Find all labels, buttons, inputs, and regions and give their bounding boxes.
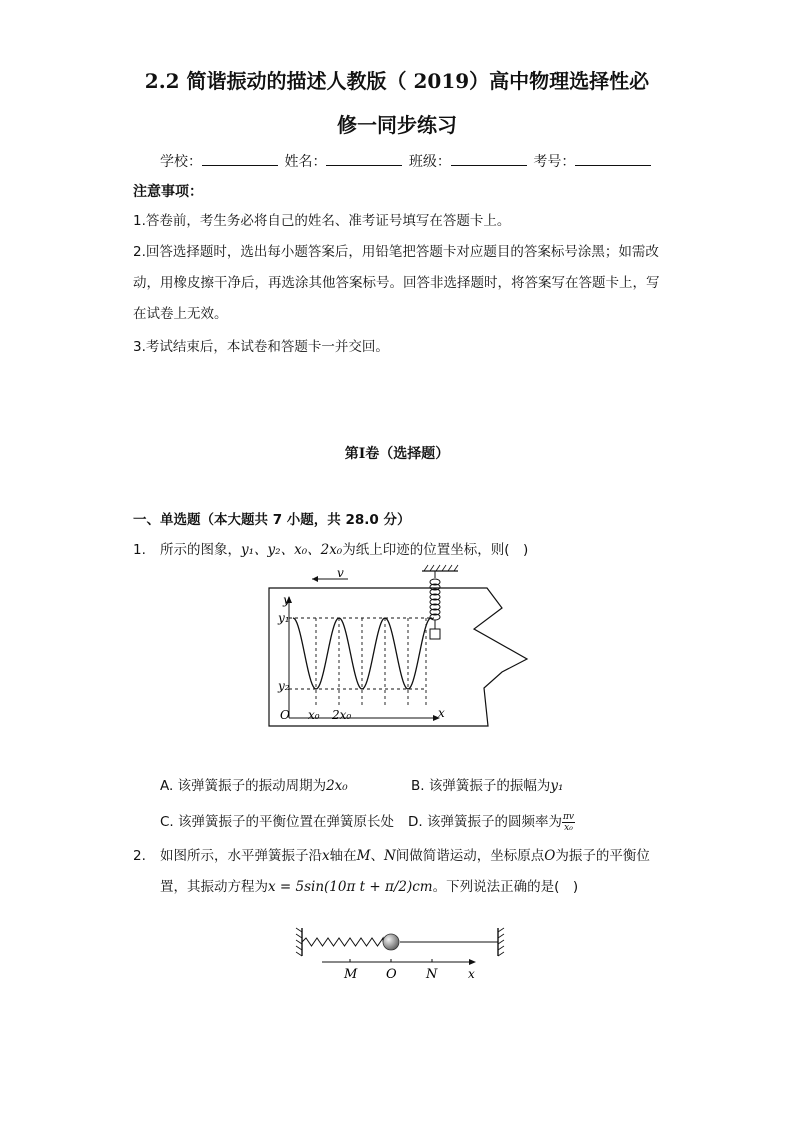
q2-figure: [292, 922, 506, 984]
option-b-label: B.: [411, 778, 425, 794]
spring: [430, 579, 440, 620]
exam-no-blank: [575, 151, 651, 166]
notice-item-2: 2.回答选择题时，选出每小题答案后，用铅笔把答题卡对应题目的答案标号涂黑；如需改动，用橡皮擦干净后，再选涂其他答案标号。回答非选择题时，将答案写在答题卡上，写在试卷上无效。: [133, 244, 660, 322]
q1-number: 1.: [133, 542, 146, 558]
y2-label: y₂: [278, 679, 290, 693]
q2-equation: x = 5sin(10π t + π/2)cm: [268, 879, 433, 895]
exam-no-label: 考号：: [533, 154, 576, 170]
section-title: 第I卷（选择题）: [344, 446, 450, 462]
x0-label: x₀: [308, 708, 320, 722]
oscillator-ball: [383, 934, 399, 950]
option-c-label: C.: [160, 814, 174, 830]
option-a-label: A.: [160, 778, 174, 794]
velocity-arrowhead: [312, 576, 318, 582]
ceiling-hatch: [424, 565, 458, 571]
q1-option-c[interactable]: [160, 810, 394, 830]
notice-item-1: 1.答卷前，考生务必将自己的姓名、准考证号填写在答题卡上。: [133, 213, 511, 229]
option-c-text: 该弹簧振子的平衡位置在弹簧原长处: [178, 814, 395, 830]
name-blank: [326, 151, 402, 166]
x-axis-label: x: [438, 706, 445, 720]
label-n: N: [426, 967, 438, 982]
option-a-text: 该弹簧振子的振动周期为: [177, 778, 327, 794]
q1-vars: y₁、y₂、x₀、2x₀: [241, 542, 343, 558]
horizontal-spring: [302, 938, 383, 946]
option-d-label: D.: [408, 814, 423, 830]
q1-option-a[interactable]: [160, 774, 348, 794]
y-axis-label: y: [283, 593, 290, 607]
q2-text: 如图所示，水平弹簧振子沿x轴在M、N间做简谐运动，坐标原点O为振子的平衡位置，其振动方程为x = 5sin(10π t + π/2)cm。下列说法正确的是( ): [160, 848, 650, 895]
q1-figure: [262, 562, 536, 732]
oscillator-block: [430, 629, 440, 639]
velocity-label: v: [337, 566, 344, 580]
2x0-label: 2x₀: [332, 708, 352, 722]
school-blank: [202, 151, 278, 166]
label-o: O: [386, 967, 397, 982]
q1-option-d[interactable]: [408, 810, 575, 833]
q1-text-a: 所示的图象，: [160, 542, 241, 558]
left-wall-hatch: [296, 928, 302, 956]
notice-heading: 注意事项：: [133, 184, 203, 200]
title-line-2: 修一同步练习: [337, 113, 457, 137]
class-label: 班级：: [408, 154, 451, 170]
student-info-line: [160, 151, 653, 172]
right-wall-hatch: [498, 928, 504, 956]
wave-trace: [293, 618, 433, 689]
q1-text-b: 为纸上印迹的位置坐标，则( ): [342, 542, 529, 558]
option-d-fraction: $\frac{\pi v}{\text{x₀}}$: [562, 811, 574, 833]
label-x: x: [468, 967, 475, 981]
option-b-text: 该弹簧振子的振幅为: [428, 778, 551, 794]
paper-outline: [269, 588, 527, 726]
option-a-math: 2x₀: [326, 778, 348, 794]
option-d-text: 该弹簧振子的圆频率为: [426, 814, 562, 830]
class-blank: [451, 151, 527, 166]
origin-label: O: [280, 708, 290, 722]
question-type-heading: 一、单选题（本大题共 7 小题，共 28.0 分）: [133, 512, 411, 528]
name-label: 姓名：: [284, 154, 327, 170]
q1-option-b[interactable]: [411, 774, 563, 794]
option-b-math: y₁: [550, 778, 564, 794]
q2-number: 2.: [133, 848, 146, 864]
dashed-guides: [289, 618, 434, 708]
school-label: 学校：: [160, 154, 202, 170]
notice-item-3: 3.考试结束后，本试卷和答题卡一并交回。: [133, 339, 389, 355]
title-line-1: 2.2 简谐振动的描述人教版（ 2019）高中物理选择性必: [144, 69, 650, 93]
label-m: M: [344, 967, 358, 982]
y1-label: y₁: [278, 611, 290, 625]
